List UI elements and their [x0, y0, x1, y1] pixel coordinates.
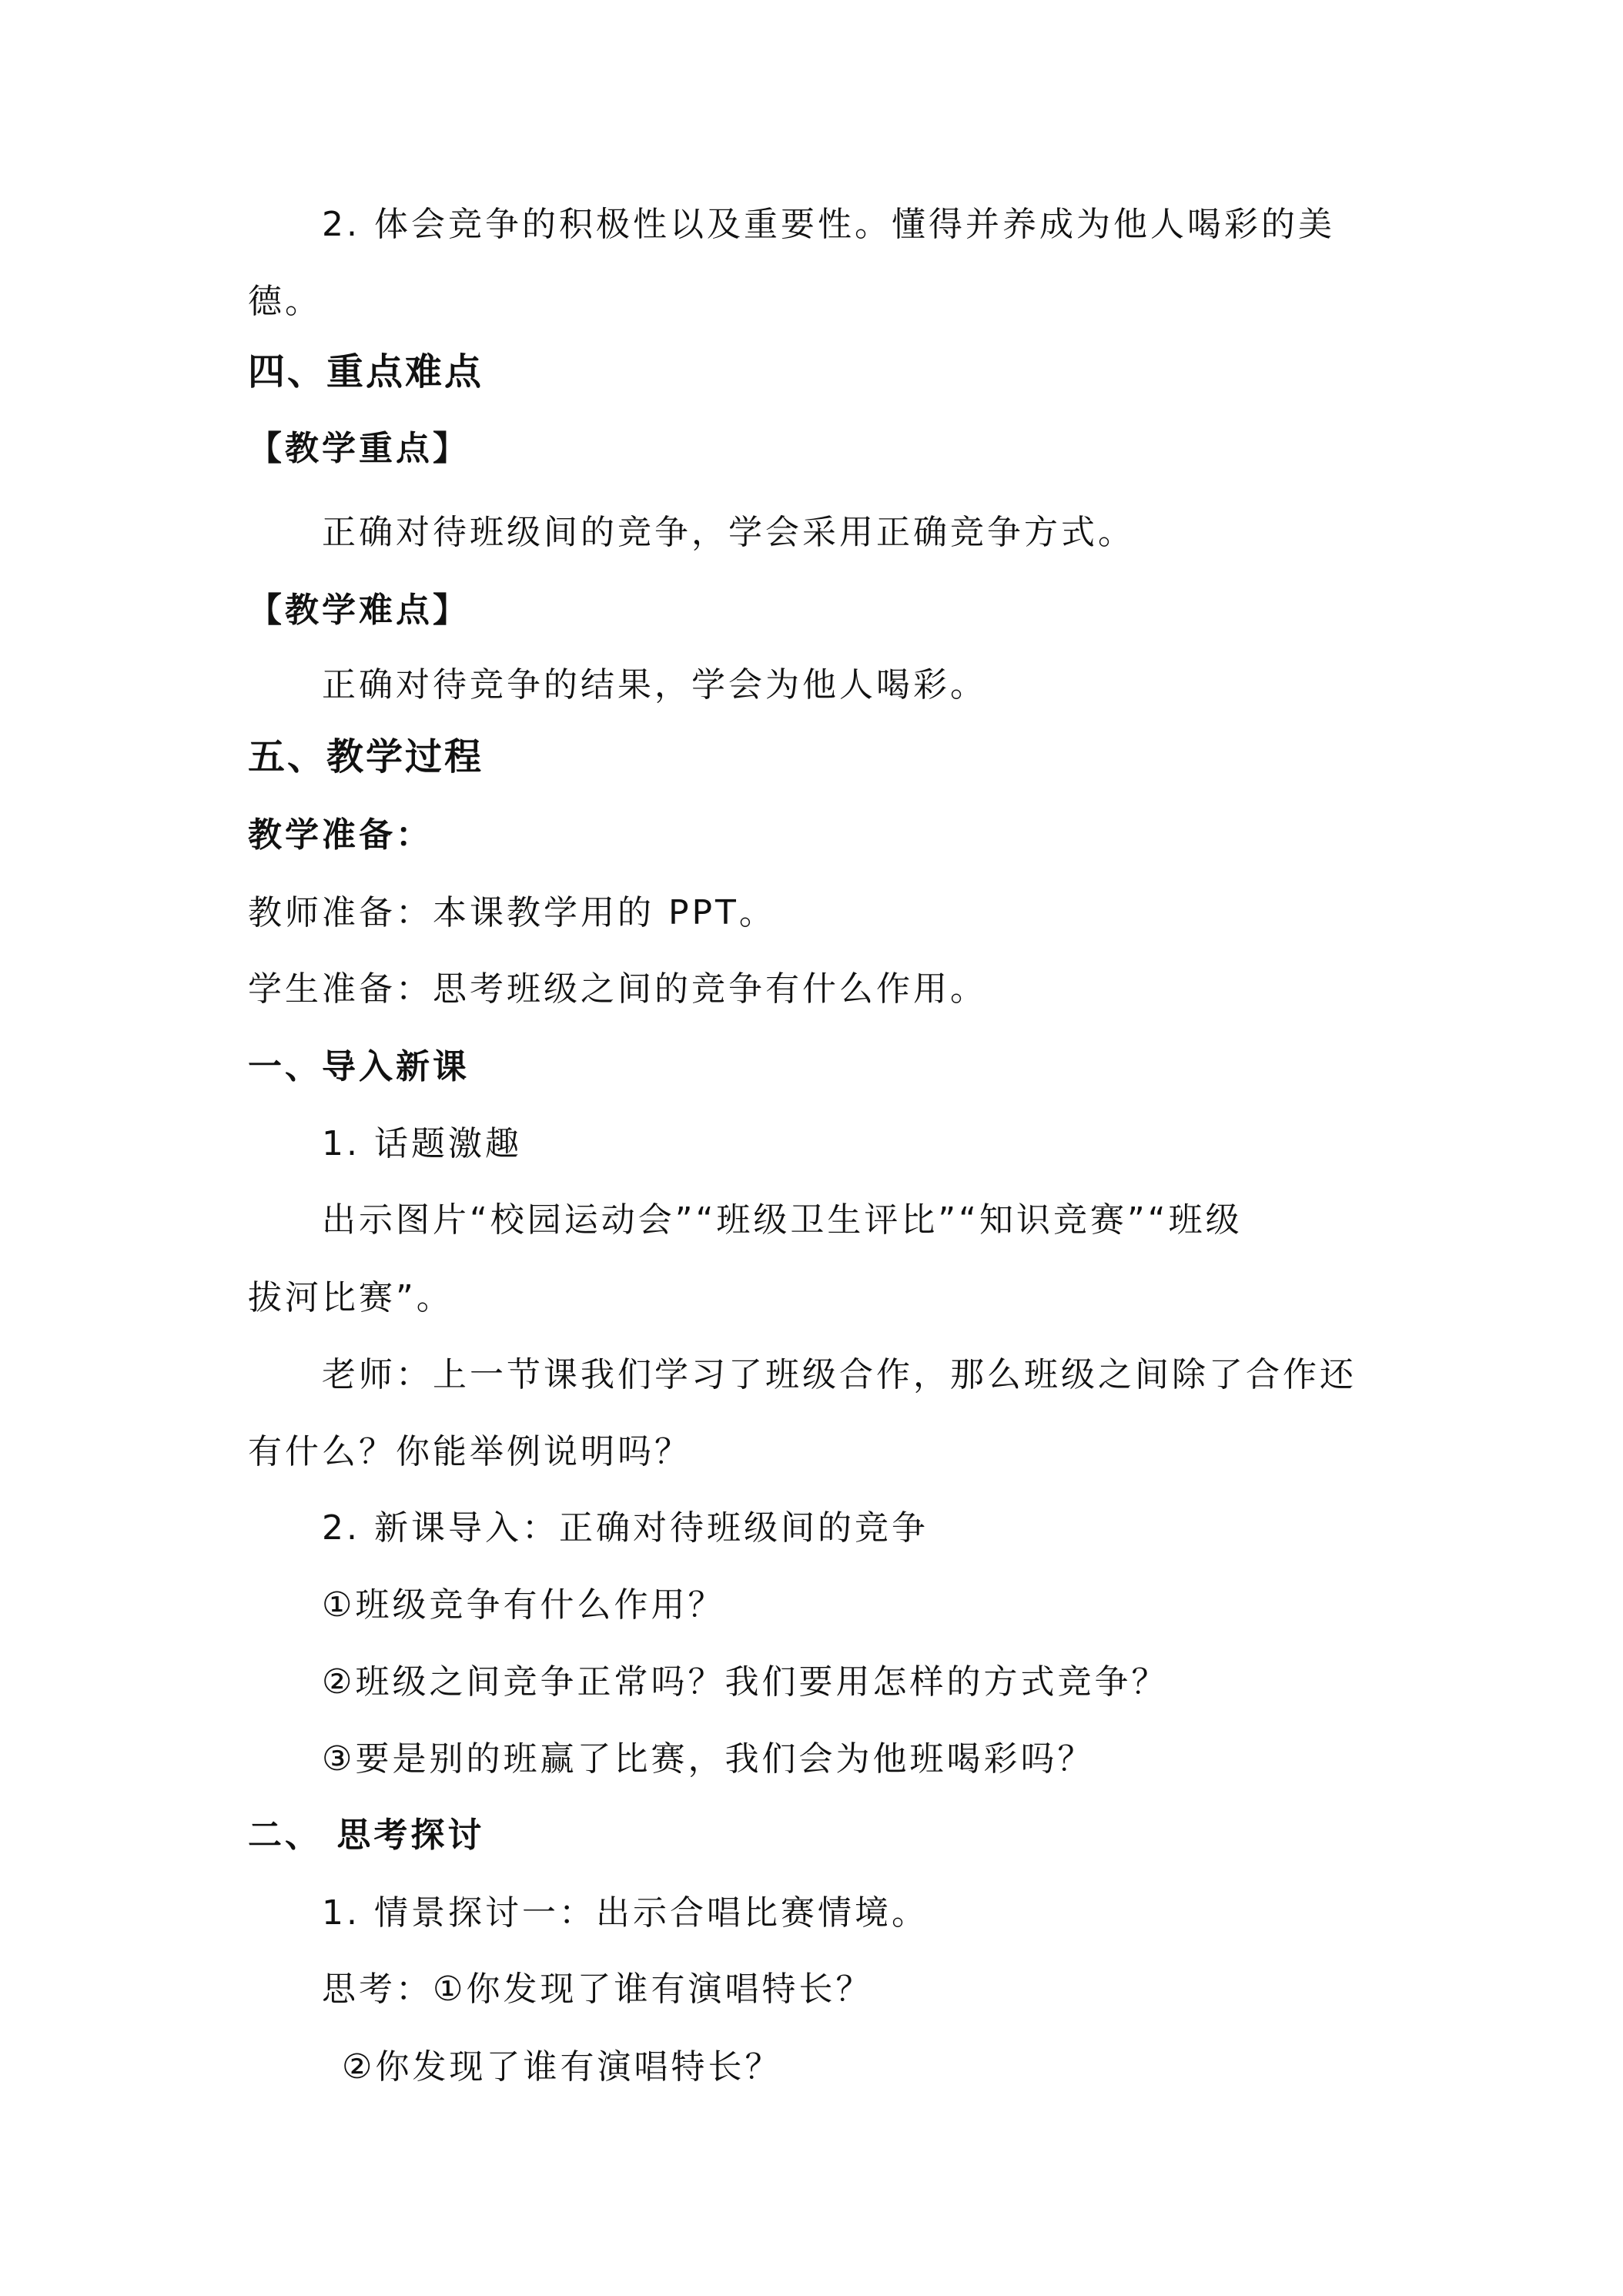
teaching-difficulty-text: 正确对待竞争的结果，学会为他人喝彩。	[322, 665, 987, 705]
question-1: ①班级竞争有什么作用？	[322, 1585, 725, 1625]
section-heading-teaching-process: 五、教学过程	[248, 735, 484, 778]
question-2: ②班级之间竞争正常吗？我们要用怎样的方式竞争？	[322, 1662, 1169, 1702]
subheading-preparation: 教学准备：	[248, 815, 433, 855]
student-preparation: 学生准备：思考班级之间的竞争有什么作用。	[248, 969, 987, 1009]
heading-think-and-discuss: 二、 思考探讨	[248, 1816, 485, 1855]
step-1-topic-interest: 1. 话题激趣	[322, 1124, 522, 1163]
heading-introduce-new-lesson: 一、导入新课	[248, 1047, 470, 1086]
section-heading-key-points: 四、重点难点	[248, 350, 484, 393]
think-question-1: 思考：①你发现了谁有演唱特长？	[322, 1970, 873, 2009]
show-pictures-line-1: 出示图片“校园运动会”“班级卫生评比”“知识竞赛”“班级	[322, 1200, 1243, 1240]
show-pictures-line-2: 拔河比赛”。	[248, 1278, 453, 1317]
teacher-preparation: 教师准备：本课教学用的 PPT。	[248, 893, 776, 932]
subheading-teaching-difficulty: 【教学难点】	[248, 591, 470, 630]
subheading-teaching-focus: 【教学重点】	[248, 429, 470, 468]
objective-2-line-1: 2. 体会竞争的积极性以及重要性。懂得并养成为他人喝彩的美	[322, 205, 1335, 244]
question-3: ③要是别的班赢了比赛，我们会为他班喝彩吗？	[322, 1739, 1095, 1779]
teacher-question-line-1: 老师：上一节课我们学习了班级合作，那么班级之间除了合作还	[322, 1355, 1357, 1394]
teacher-question-line-2: 有什么？你能举例说明吗？	[248, 1432, 691, 1471]
think-question-2: ②你发现了谁有演唱特长？	[342, 2047, 782, 2087]
step-2-new-lesson: 2. 新课导入：正确对待班级间的竞争	[322, 1508, 929, 1548]
scenario-discussion-1: 1. 情景探讨一：出示合唱比赛情境。	[322, 1893, 929, 1933]
teaching-focus-text: 正确对待班级间的竞争，学会采用正确竞争方式。	[322, 513, 1135, 552]
objective-2-line-2: 德。	[248, 282, 322, 321]
